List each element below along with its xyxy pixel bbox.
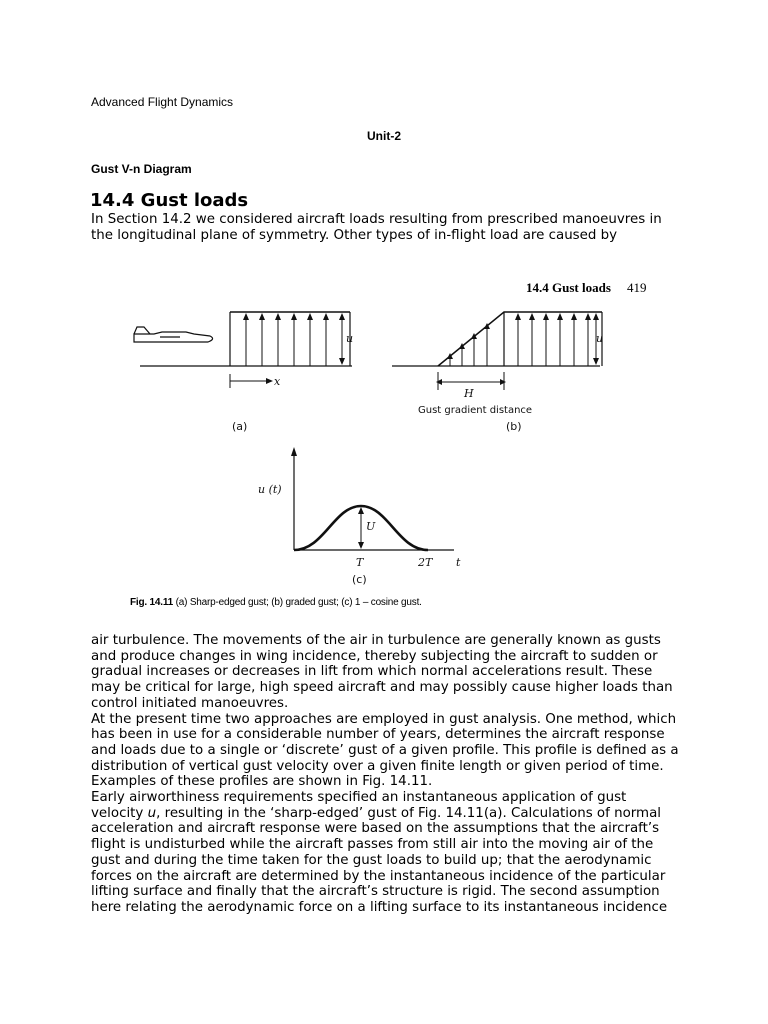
panel-b-graded-gust bbox=[392, 312, 602, 390]
panel-c-y-axis-label: u (t) bbox=[258, 483, 282, 496]
gust-gradient-label: Gust gradient distance bbox=[418, 405, 533, 416]
intro-paragraph: In Section 14.2 we considered aircraft loads resulting from prescribed manoeuvres in the longitudinal plane of symmetry. Other types of in-flight load are caused by bbox=[91, 212, 662, 243]
scan-page-number: 419 bbox=[627, 280, 647, 295]
panel-a-sharp-edged-gust bbox=[134, 312, 352, 388]
document-header: Advanced Flight Dynamics bbox=[91, 95, 234, 109]
body-text bbox=[91, 633, 681, 916]
gust-velocity-symbol: u bbox=[147, 805, 157, 821]
panel-a-x-label: x bbox=[274, 375, 281, 388]
gust-profiles-figure bbox=[120, 270, 680, 600]
paragraph-text: , resulting in the ‘sharp-edged’ gust of Fig. 14.11(a). Calculations of normal acceleration and aircraft response were based on the assumptions that the aircraft’s flight is undisturbed while the aircraft passes from still air into the moving air of the gust and during the time taken for the gust loads to build up; that the aerodynamic forces on the aircraft are determined by the instantaneous incidence of the particular lifting surface and finally that the aircraft’s structure is rigid. The second assumption here relating the aerodynamic force on a lifting surface to its instantaneous incidence bbox=[91, 805, 668, 915]
aircraft-icon bbox=[134, 327, 213, 342]
panel-b-label: (b) bbox=[506, 420, 522, 433]
panel-c-label: (c) bbox=[352, 573, 367, 586]
panel-c-cosine-gust bbox=[291, 447, 454, 550]
panel-b-u-label: u bbox=[596, 332, 604, 345]
panel-a-u-label: u bbox=[346, 332, 354, 345]
panel-c-t-label: t bbox=[456, 556, 461, 569]
figure-caption bbox=[130, 597, 422, 608]
body-paragraph bbox=[91, 790, 681, 916]
panel-c-2T-label: 2T bbox=[418, 556, 433, 569]
subtitle: Gust V-n Diagram bbox=[91, 162, 192, 176]
section-heading: 14.4 Gust loads bbox=[90, 190, 249, 211]
body-paragraph: At the present time two approaches are employed in gust analysis. One method, which has been in use for a considerable number of years, determines the aircraft response and loads due to a single or ‘discrete’ gust of a given profile. This profile is defined as a distribution of vertical gust velocity over a given finite length or given period of time. Examples of these profiles are shown in Fig. 14.11. bbox=[91, 711, 679, 790]
unit-label: Unit-2 bbox=[367, 129, 401, 143]
panel-a-label: (a) bbox=[232, 420, 248, 433]
body-paragraph: air turbulence. The movements of the air in turbulence are generally known as gusts and produce changes in wing incidence, thereby subjecting the aircraft to sudden or gradual increases or decreases in lift from which normal accelerations result. These may be critical for large, high speed aircraft and may possibly cause higher loads than control initiated manoeuvres. bbox=[91, 633, 673, 711]
scan-page-header: 14.4 Gust loads bbox=[526, 280, 611, 295]
panel-c-T-label: T bbox=[356, 556, 364, 569]
figure-caption-text: (a) Sharp-edged gust; (b) graded gust; (c) 1 – cosine gust. bbox=[175, 597, 422, 608]
panel-b-H-label: H bbox=[464, 387, 474, 400]
panel-c-U-label: U bbox=[366, 520, 376, 533]
paragraph-text: Early airworthiness requirements specified an instantaneous application of gust velocity bbox=[91, 790, 627, 821]
figure-caption-number: Fig. 14.11 bbox=[130, 597, 174, 608]
